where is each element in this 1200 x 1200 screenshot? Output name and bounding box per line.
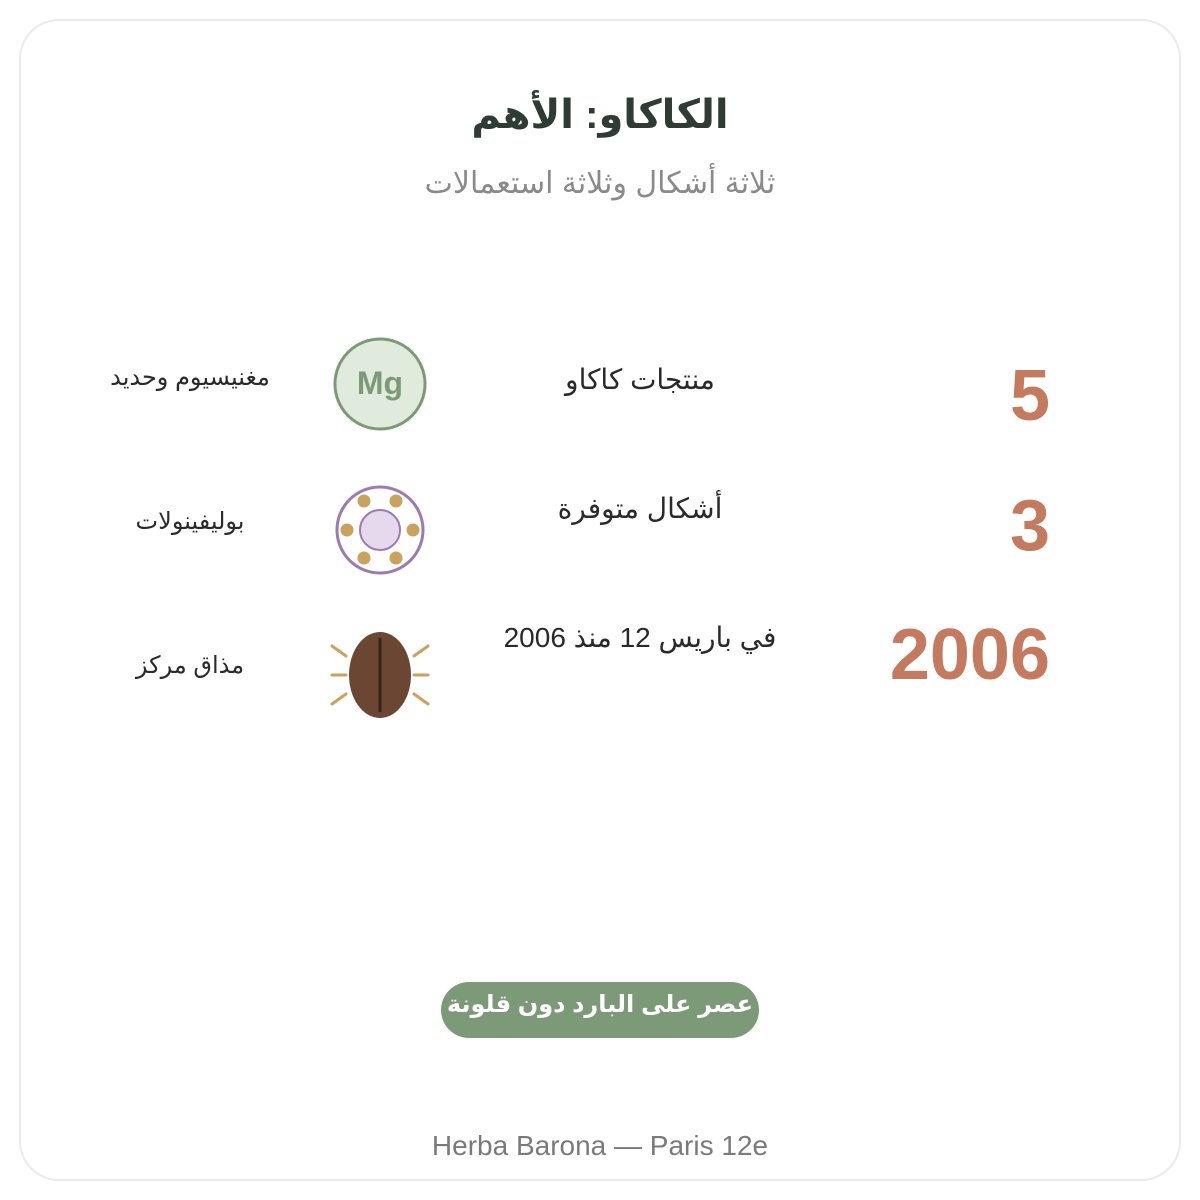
feature-label-taste: مذاق مركز <box>135 652 245 679</box>
stat-number-year: 2006 <box>889 615 1050 695</box>
page-title: الكاكاو: الأهم <box>471 93 729 137</box>
stat-label-forms: أشكال متوفرة <box>557 493 723 524</box>
stat-number-products: 5 <box>1009 356 1050 436</box>
feature-label-polyphenols: بوليفينولات <box>135 508 245 535</box>
footer-brand: Herba Barona — Paris 12e <box>431 1130 769 1161</box>
feature-label-magnesium: مغنيسيوم وحديد <box>110 364 270 391</box>
polyphenol-molecule-icon <box>330 480 430 580</box>
stat-label-products: منتجات كاكاو <box>565 364 715 395</box>
page-subtitle: ثلاثة أشكال وثلاثة استعمالات <box>424 167 776 200</box>
stat-number-forms: 3 <box>1009 486 1050 566</box>
magnesium-icon-text: Mg <box>356 365 404 401</box>
cocoa-bean-icon <box>330 626 430 726</box>
stat-label-year: في باريس 12 منذ 2006 <box>503 622 777 653</box>
magnesium-icon <box>330 334 430 434</box>
cold-pressed-badge: عصر على البارد دون قلونة <box>441 982 759 1038</box>
